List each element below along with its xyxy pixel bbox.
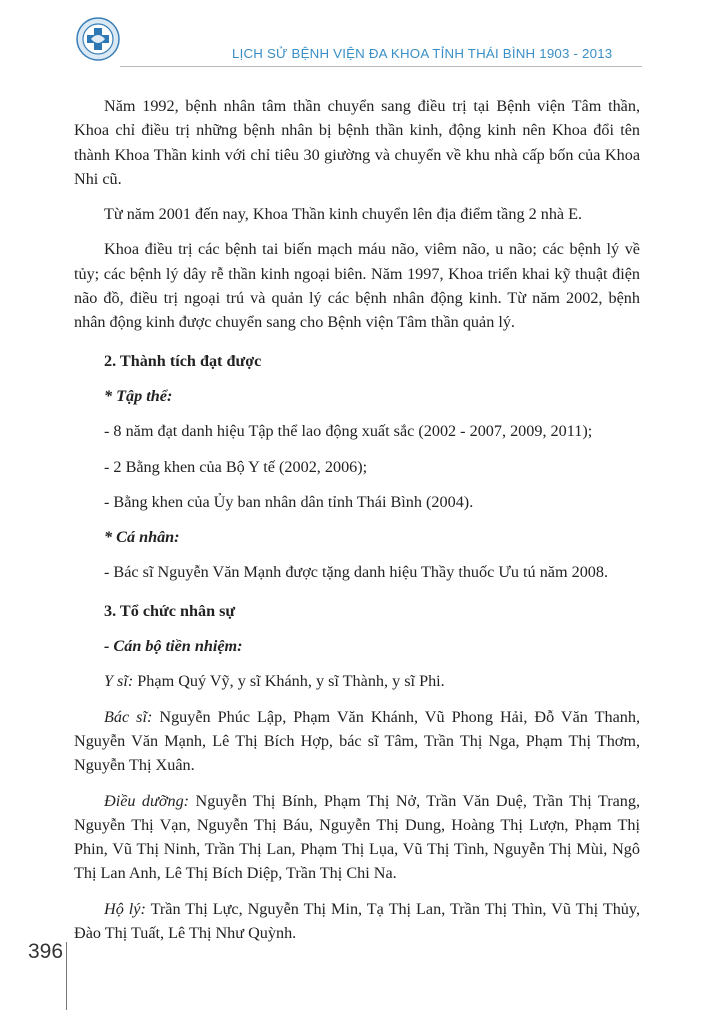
staff-names: Nguyễn Phúc Lập, Phạm Văn Khánh, Vũ Phong Hải, Đỗ Văn Thanh, Nguyễn Văn Mạnh, Lê Thị Bích Hợp, bác sĩ Tâm, Trần Thị Nga, Phạm Thị Thơm, Nguyễn Thị Xuân. <box>74 707 640 775</box>
staff-group-assistant-doctors <box>74 669 640 693</box>
section-3-heading: 3. Tổ chức nhân sự <box>104 601 236 620</box>
staff-names: Nguyễn Thị Bính, Phạm Thị Nở, Trần Văn Duệ, Trần Thị Trang, Nguyễn Thị Vạn, Nguyễn Thị Báu, Nguyễn Thị Dung, Hoàng Thị Lượn, Phạm Thị Phin, Vũ Thị Ninh, Trần Thị Lan, Phạm Thị Lụa, Vũ Thị Tình, Nguyễn Thị Mùi, Ngô Thị Lan Anh, Lê Thị Bích Diệp, Trần Thị Chi Na. <box>74 791 640 883</box>
staff-role: Y sĩ: <box>104 672 134 691</box>
section-2-heading: 2. Thành tích đạt được <box>104 351 262 370</box>
header-title: LỊCH SỬ BỆNH VIỆN ĐA KHOA TỈNH THÁI BÌNH 1903 - 2013 <box>232 46 613 61</box>
header-divider <box>120 66 642 67</box>
collective-item: - 8 năm đạt danh hiệu Tập thể lao động xuất sắc (2002 - 2007, 2009, 2011); <box>104 422 593 441</box>
individual-item: - Bác sĩ Nguyễn Văn Mạnh được tặng danh hiệu Thầy thuốc Ưu tú năm 2008. <box>104 563 609 582</box>
staff-names: Trần Thị Lực, Nguyễn Thị Min, Tạ Thị Lan, Trần Thị Thìn, Vũ Thị Thủy, Đào Thị Tuất, Lê Thị Như Quỳnh. <box>74 899 640 943</box>
intro-paragraph-1: Năm 1992, bệnh nhân tâm thần chuyển sang điều trị tại Bệnh viện Tâm thần, Khoa chỉ điều trị những bệnh nhân bị bệnh thần kinh, động kinh nên Khoa đổi tên thành Khoa Thần kinh với chỉ tiêu 30 giường và chuyển về khu nhà cấp bốn của Khoa Nhi cũ. <box>74 97 640 188</box>
staff-group-orderlies <box>74 897 640 946</box>
staff-role: Bác sĩ: <box>104 707 153 726</box>
hospital-logo <box>76 17 120 61</box>
collective-label: * Tập thể: <box>104 386 173 405</box>
intro-paragraph-3: Khoa điều trị các bệnh tai biến mạch máu não, viêm não, u não; các bệnh lý về tủy; các bệnh lý dây rễ thần kinh ngoại biên. Năm 1997, Khoa triển khai kỹ thuật điện não đồ, điều trị ngoại trú và quản lý các bệnh nhân động kinh. Từ năm 2002, bệnh nhân động kinh được chuyển sang cho Bệnh viện Tâm thần quản lý. <box>74 240 640 332</box>
staff-names: Phạm Quý Vỹ, y sĩ Khánh, y sĩ Thành, y sĩ Phi. <box>133 672 445 691</box>
former-staff-heading: - Cán bộ tiền nhiệm: <box>104 637 243 656</box>
page-body <box>74 94 640 945</box>
collective-item: - Bằng khen của Ủy ban nhân dân tỉnh Thái Bình (2004). <box>104 492 474 511</box>
staff-group-doctors <box>74 705 640 778</box>
individual-label: * Cá nhân: <box>104 528 180 547</box>
intro-paragraph-2: Từ năm 2001 đến nay, Khoa Thần kinh chuyển lên địa điểm tầng 2 nhà E. <box>104 205 583 224</box>
staff-role: Hộ lý: <box>104 899 146 918</box>
collective-item: - 2 Bằng khen của Bộ Y tế (2002, 2006); <box>104 457 368 476</box>
page-number-divider <box>66 942 67 1010</box>
staff-group-nurses <box>74 789 640 886</box>
staff-role: Điều dưỡng: <box>104 791 190 810</box>
page-number: 396 <box>28 940 64 963</box>
